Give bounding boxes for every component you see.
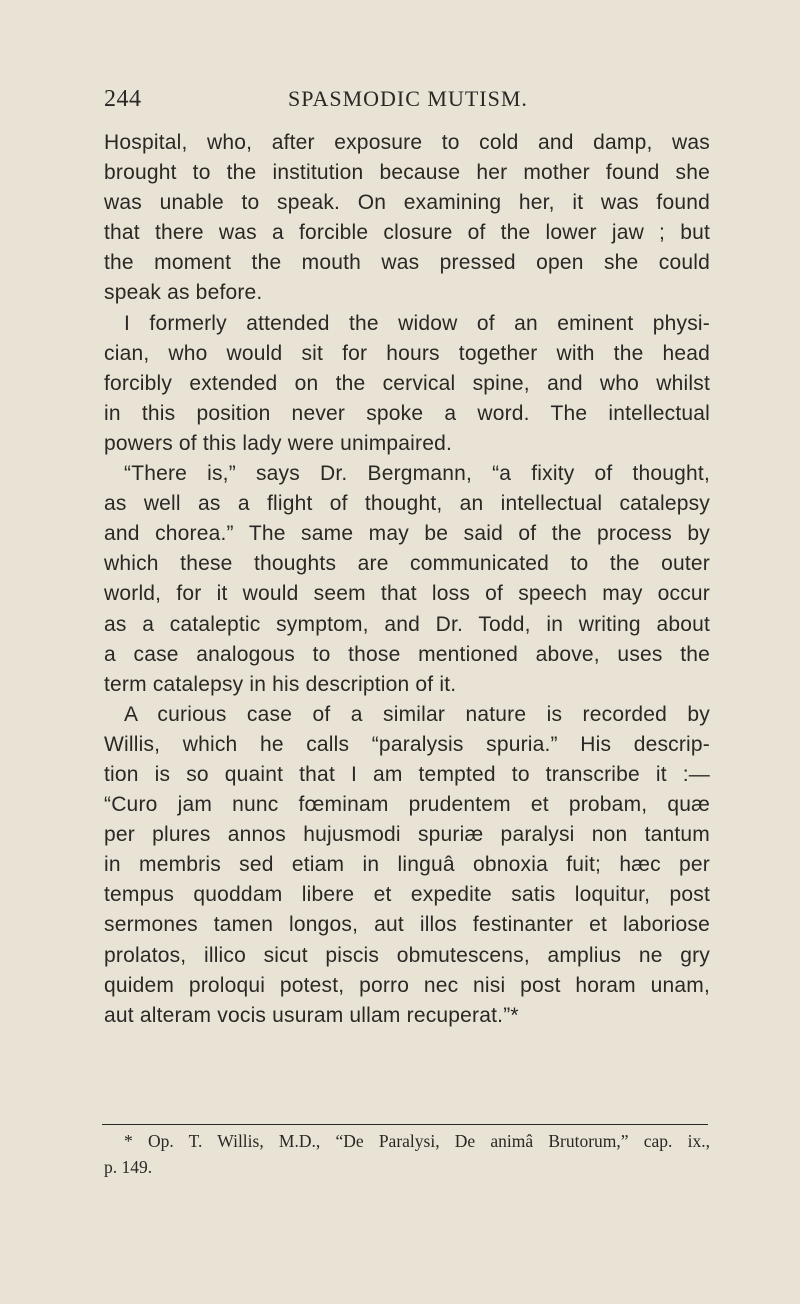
text-line: aut alteram vocis usuram ullam recuperat.”* — [104, 1003, 519, 1027]
text-line: sermones tamen longos, aut illos festinanter et laboriose — [104, 913, 710, 937]
text-line: powers of this lady were unimpaired. — [104, 431, 453, 455]
footnote-line: * Op. T. Willis, M.D., “De Paralysi, De animâ Brutorum,” cap. ix., — [124, 1131, 710, 1151]
text-line: tion is so quaint that I am tempted to transcribe it :— — [104, 762, 710, 786]
text-line: Hospital, who, after exposure to cold and damp, was — [104, 131, 710, 154]
text-line: “Curo jam nunc fœminam prudentem et probam, quæ — [104, 793, 710, 817]
page-number: 244 — [104, 86, 142, 112]
running-title: SPASMODIC MUTISM. — [288, 86, 528, 111]
text-line: world, for it would seem that loss of speech may occur — [104, 582, 710, 606]
text-line: per plures annos hujusmodi spuriæ paralysi non tantum — [104, 823, 710, 847]
text-line: in membris sed etiam in linguâ obnoxia fuit; hæc per — [104, 853, 710, 877]
text-line: the moment the mouth was pressed open she could — [104, 251, 710, 275]
text-line: “There is,” says Dr. Bergmann, “a fixity of thought, — [124, 462, 710, 486]
text-line: which these thoughts are communicated to the outer — [104, 552, 710, 576]
text-line: cian, who would sit for hours together with the head — [104, 341, 710, 365]
text-line: a case analogous to those mentioned above, uses the — [104, 642, 710, 666]
text-line: term catalepsy in his description of it. — [104, 672, 457, 696]
text-line: that there was a forcible closure of the lower jaw ; but — [104, 221, 710, 245]
body-text — [104, 128, 710, 1031]
text-line: forcibly extended on the cervical spine, and who whilst — [104, 371, 710, 395]
running-head — [104, 86, 704, 116]
text-line: was unable to speak. On examining her, it was found — [104, 191, 710, 215]
text-line: as well as a flight of thought, an intellectual catalepsy — [104, 492, 710, 516]
text-line: brought to the institution because her mother found she — [104, 161, 710, 185]
footnote-divider — [102, 1124, 708, 1125]
text-line: prolatos, illico sicut piscis obmutescens, amplius ne gry — [104, 943, 710, 967]
text-line: quidem proloqui potest, porro nec nisi post horam unam, — [104, 973, 710, 997]
footnote-line: p. 149. — [104, 1157, 153, 1177]
text-line: Willis, which he calls “paralysis spuria.” His descrip- — [104, 732, 710, 756]
text-line: I formerly attended the widow of an eminent physi- — [124, 311, 710, 335]
footnote — [104, 1128, 710, 1180]
text-line: A curious case of a similar nature is recorded by — [124, 702, 710, 726]
text-line: tempus quoddam libere et expedite satis loquitur, post — [104, 883, 710, 907]
text-line: and chorea.” The same may be said of the process by — [104, 522, 710, 546]
text-line: as a cataleptic symptom, and Dr. Todd, in writing about — [104, 612, 710, 636]
text-line: in this position never spoke a word. The intellectual — [104, 401, 710, 425]
text-line: speak as before. — [104, 281, 263, 305]
